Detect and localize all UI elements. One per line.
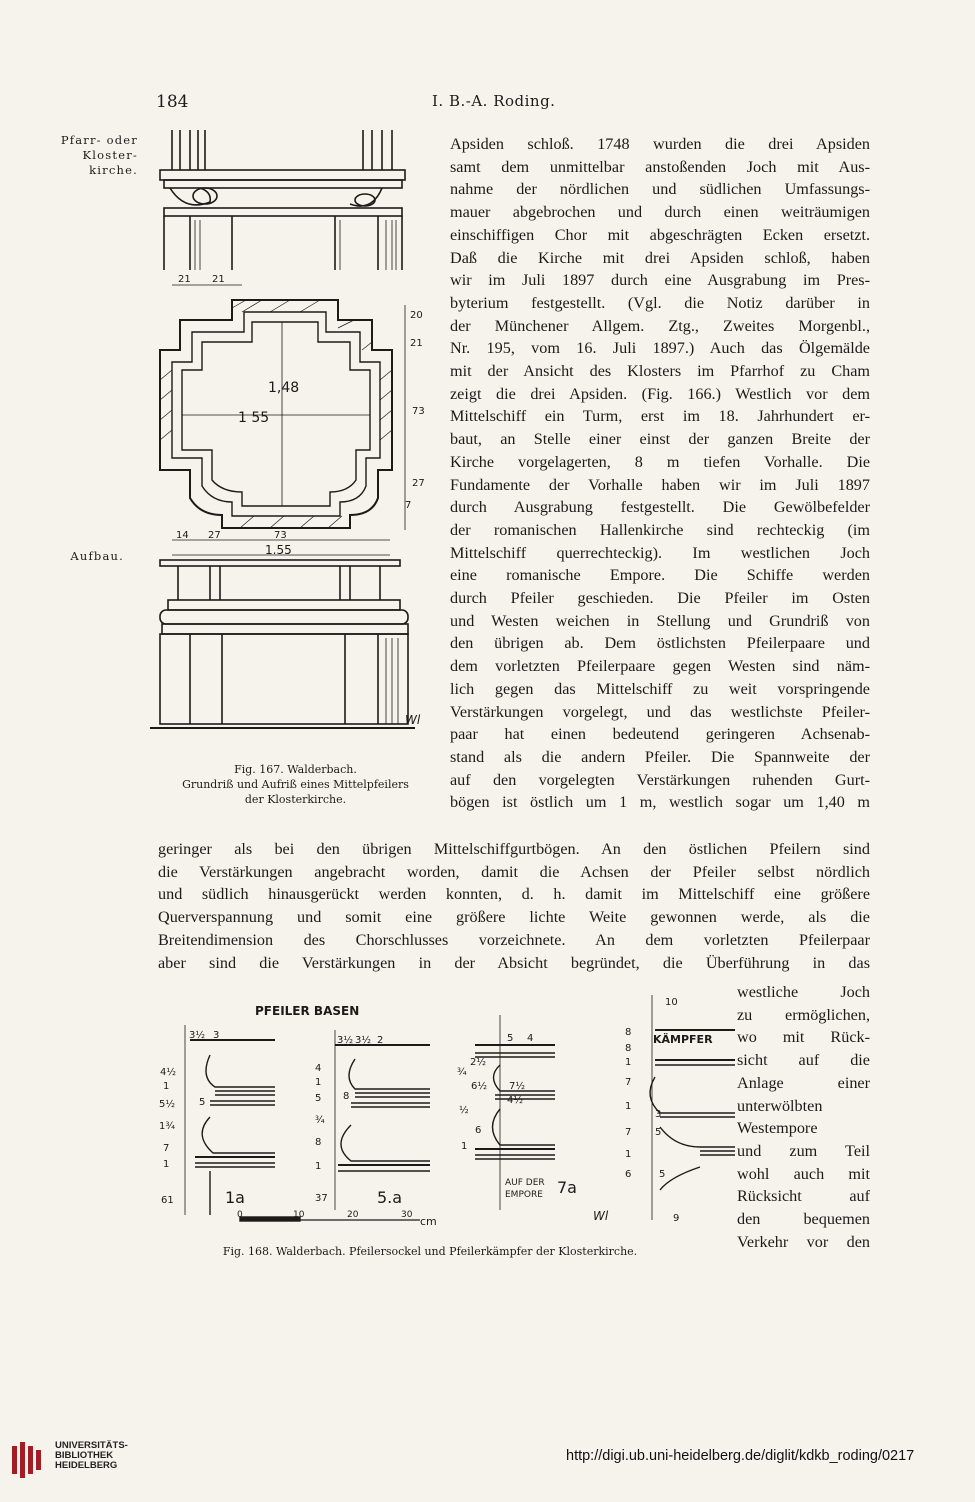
empore-label-1: AUF DER: [505, 1178, 545, 1188]
dim-label: 5: [507, 1033, 514, 1044]
text-line: den bequemen: [737, 1210, 870, 1229]
library-name: [55, 1441, 128, 1471]
dim-label: 1: [625, 1057, 632, 1068]
scale-unit: cm: [420, 1215, 437, 1228]
text-line: Daß die Kirche mit drei Apsiden schloß, haben: [450, 248, 870, 267]
dim-label: 7: [405, 500, 412, 511]
profile-label-7a: 7a: [557, 1178, 577, 1197]
text-line: durch Pfeiler geschieden. Die Pfeiler im Osten: [450, 589, 870, 608]
text-line: dem vorletzten Pfeilerpaare gegen Westen sind näm-: [450, 657, 870, 676]
dim-label: 8: [625, 1043, 632, 1054]
library-logo-icon: [10, 1440, 50, 1480]
dim-label: 2½: [470, 1057, 487, 1068]
dim-label: 1.55: [265, 543, 292, 557]
text-line: wir im Juli 1897 durch eine Ausgrabung im Pres-: [450, 271, 870, 290]
body-text-full-width: [158, 838, 870, 974]
fig167-caption: [158, 762, 433, 807]
margin-note-line: Kloster-: [82, 148, 138, 162]
text-line: Fundamente der Vorhalle haben wir im Juli 1897: [450, 475, 870, 494]
dim-label: 5: [655, 1127, 662, 1138]
dim-label: 21: [212, 274, 225, 285]
dim-label: 9: [673, 1213, 680, 1224]
dim-label: 27: [412, 478, 425, 489]
dim-label: 4½: [160, 1067, 177, 1078]
dim-label: 27: [208, 530, 221, 541]
text-line: westliche Joch: [737, 983, 870, 1001]
text-line: wohl auch mit: [737, 1164, 870, 1183]
dim-label: 3½: [337, 1035, 354, 1046]
text-line: baut, an Stelle einer einst der ganzen Breite der: [450, 430, 870, 449]
page-number: 184: [156, 92, 189, 112]
dim-label: 5: [315, 1093, 322, 1104]
dim-label: 3: [655, 1109, 662, 1120]
dim-label: 5: [199, 1097, 206, 1108]
kaempfer-label: KÄMPFER: [653, 1033, 713, 1046]
text-line: bögen ist östlich um 1 m, westlich sogar um 1,40 m: [450, 793, 870, 812]
dim-label: 1,48: [268, 380, 300, 396]
artist-signature: Wl: [593, 1209, 609, 1223]
empore-label-2: EMPORE: [505, 1190, 543, 1200]
text-line: lich gegen das Mittelschiff zu weit vorspringende: [450, 679, 870, 698]
dim-label: ¾: [457, 1067, 467, 1078]
caption-line: Grundriß und Aufriß eines Mittelpfeilers: [182, 778, 409, 791]
dim-label: 7: [625, 1127, 632, 1138]
dim-label: 4½: [507, 1095, 524, 1106]
margin-note-line: kirche.: [89, 163, 138, 177]
dim-label: 7½: [509, 1081, 526, 1092]
dim-label: 21: [178, 274, 191, 285]
text-line: Nr. 195, vom 16. Juli 1897.) Auch das Ölgemälde: [450, 339, 870, 358]
dim-label: 1 55: [238, 410, 270, 426]
dim-label: 73: [274, 530, 287, 541]
caption-line: der Klosterkirche.: [244, 793, 347, 806]
dim-label: 1¾: [159, 1121, 176, 1132]
dim-label: 73: [412, 406, 425, 417]
text-line: die Verstärkungen angebracht worden, damit die Achsen der Pfeiler selbst nördlich: [158, 862, 870, 881]
dim-label: 1: [461, 1141, 468, 1152]
dim-label: 8: [315, 1137, 322, 1148]
profile-label-1a: 1a: [225, 1188, 245, 1207]
fig168-caption: Fig. 168. Walderbach. Pfeilersockel und Pfeilerkämpfer der Klosterkirche.: [222, 1245, 638, 1258]
body-text-right-column: [450, 133, 870, 814]
text-line: Apsiden schloß. 1748 wurden die drei Apsiden: [450, 135, 870, 153]
dim-label: 21: [410, 338, 423, 349]
dim-label: 1: [625, 1149, 632, 1160]
dim-label: 1: [163, 1081, 170, 1092]
library-name-line: BIBLIOTHEK: [55, 1450, 114, 1461]
text-line: und zum Teil: [737, 1141, 870, 1160]
dim-label: 5: [659, 1169, 666, 1180]
dim-label: 20: [410, 310, 423, 321]
dim-label: 5½: [159, 1099, 176, 1110]
dim-label: 10: [665, 997, 678, 1008]
dim-label: 61: [161, 1195, 174, 1206]
dim-label: 1: [163, 1159, 170, 1170]
scale-tick: 30: [401, 1210, 413, 1220]
text-line: durch Ausgrabung festgestellt. Die Gewölbefelder: [450, 498, 870, 517]
text-line: und südlich hinausgerückt werden konnten, d. h. damit im Mittelschiff eine größere: [158, 885, 870, 904]
dim-label: 8: [343, 1091, 350, 1102]
source-url-link[interactable]: http://digi.ub.uni-heidelberg.de/diglit/kdkb_roding/0217: [566, 1448, 915, 1464]
dim-label: 7: [625, 1077, 632, 1088]
body-text-narrow-column: [737, 981, 870, 1253]
library-name-line: HEIDELBERG: [55, 1460, 118, 1471]
dim-label: 7: [163, 1143, 170, 1154]
text-line: Verstärkungen vorgelegt, und das westlichste Pfeiler-: [450, 702, 870, 721]
text-line: sicht auf die: [737, 1051, 870, 1070]
dim-label: 3½: [189, 1030, 206, 1041]
caption-line: Fig. 167. Walderbach.: [234, 763, 357, 776]
dim-label: 6: [625, 1169, 632, 1180]
profiles-title: PFEILER BASEN: [255, 1004, 360, 1018]
text-line: Verkehr vor den: [737, 1232, 870, 1251]
text-line: geringer als bei den übrigen Mittelschiffgurtbögen. An den östlichen Pfeilern sind: [158, 840, 870, 858]
dim-label: 1: [315, 1161, 322, 1172]
text-line: nahme der nördlichen und südlichen Umfassungs-: [450, 180, 870, 199]
text-line: zeigt die drei Apsiden. (Fig. 166.) Westlich vor dem: [450, 384, 870, 403]
dim-label: ¾: [315, 1115, 325, 1126]
dim-label: 37: [315, 1193, 328, 1204]
text-line: wo mit Rück-: [737, 1028, 870, 1047]
fig168-profiles-drawing: [155, 985, 740, 1235]
text-line: paar hat einen bedeutend geringeren Achsenab-: [450, 725, 870, 744]
artist-signature: Wl: [405, 713, 421, 727]
dim-label: 1: [315, 1077, 322, 1088]
text-line: byterium festgestellt. (Vgl. die Notiz darüber in: [450, 293, 870, 312]
dim-label: 4: [527, 1033, 534, 1044]
text-line: auf den vorgelegten Verstärkungen ruhenden Gurt-: [450, 770, 870, 789]
dim-label: ½: [459, 1105, 469, 1116]
text-line: samt dem unmittelbar anstoßenden Joch mit Aus-: [450, 157, 870, 176]
margin-note-church: [48, 133, 138, 178]
dim-label: 2: [377, 1035, 384, 1046]
text-line: Mittelschiff querrechteckig). Im westlichen Joch: [450, 543, 870, 562]
dim-label: 6½: [471, 1081, 488, 1092]
text-line: der Münchener Allgem. Ztg., Zweites Morgenbl.,: [450, 316, 870, 335]
text-line: eine romanische Empore. Die Schiffe werden: [450, 566, 870, 585]
text-line: Anlage einer: [737, 1073, 870, 1092]
scale-tick: 0: [237, 1210, 243, 1220]
text-line: Westempore: [737, 1119, 818, 1138]
profile-label-5a: 5.a: [377, 1188, 403, 1207]
margin-note-line: Pfarr- oder: [60, 133, 138, 147]
text-line: zu ermöglichen,: [737, 1005, 870, 1024]
text-line: aber sind die Verstärkungen in der Absicht begründet, die Überführung in das: [158, 953, 870, 972]
dim-label: 3: [213, 1030, 220, 1041]
text-line: Querverspannung und somit eine größere lichte Weite gewonnen werde, als die: [158, 908, 870, 927]
scale-tick: 20: [347, 1210, 359, 1220]
dim-label: 6: [475, 1125, 482, 1136]
text-line: einschiffigen Chor mit abgeschrägten Ecken ersetzt.: [450, 225, 870, 244]
margin-note-aufbau: Aufbau.: [70, 549, 124, 563]
text-line: Breitendimension des Chorschlusses vorzeichnete. An dem vorletzten Pfeilerpaar: [158, 930, 870, 949]
fig167-pillar-drawing: [150, 130, 440, 750]
dim-label: 14: [176, 530, 189, 541]
text-line: Kirche vorgelagerten, 8 m tiefen Vorhalle. Die: [450, 452, 870, 471]
text-line: und Westen weichen in Stellung und Grundriß von: [450, 611, 870, 630]
dim-label: 1: [625, 1101, 632, 1112]
text-line: den übrigen ab. Dem östlichsten Pfeilerpaare und: [450, 634, 870, 653]
text-line: stand als die andern Pfeiler. Die Spannweite der: [450, 747, 870, 766]
text-line: Rücksicht auf: [737, 1187, 870, 1206]
scale-tick: 10: [293, 1210, 305, 1220]
dim-label: 3½: [355, 1035, 372, 1046]
library-name-line: UNIVERSITÄTS-: [55, 1440, 128, 1451]
text-line: unterwölbten: [737, 1096, 823, 1115]
text-line: der romanischen Hallenkirche sind rechteckig (im: [450, 520, 870, 539]
running-title: I. B.-A. Roding.: [432, 92, 556, 110]
text-line: mit der Ansicht des Klosters im Pfarrhof zu Cham: [450, 362, 870, 381]
dim-label: 4: [315, 1063, 322, 1074]
dim-label: 8: [625, 1027, 632, 1038]
text-line: Mittelschiff ein Turm, erst im 18. Jahrhundert er-: [450, 407, 870, 426]
text-line: mauer abgebrochen und durch einen weiträumigen: [450, 203, 870, 222]
